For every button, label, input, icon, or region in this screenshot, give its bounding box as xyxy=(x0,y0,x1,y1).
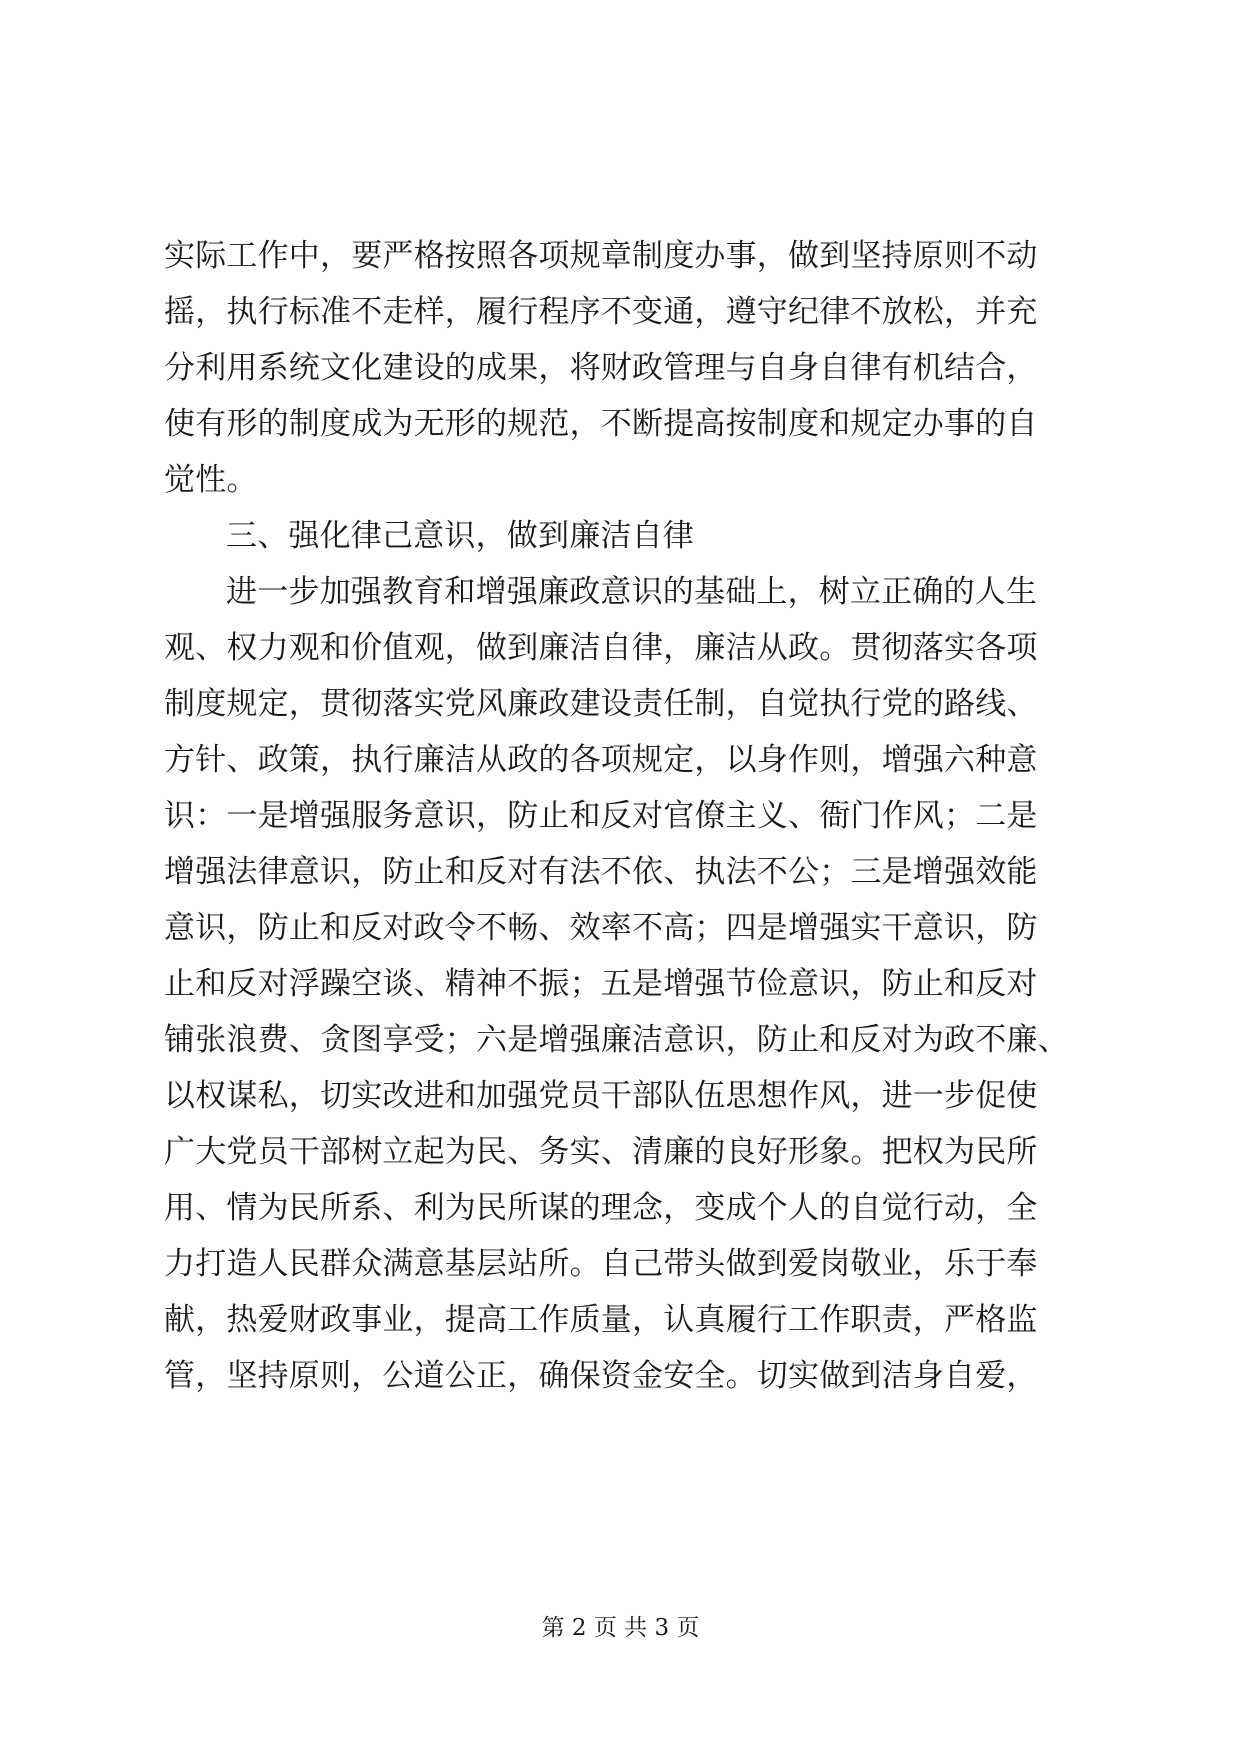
paragraph-line: 观、权力观和价值观，做到廉洁自律，廉洁从政。贯彻落实各项 xyxy=(164,630,1038,666)
paragraph-line: 制度规定，贯彻落实党风廉政建设责任制，自觉执行党的路线、 xyxy=(164,686,1038,722)
paragraph-line: 方针、政策，执行廉洁从政的各项规定，以身作则，增强六种意 xyxy=(164,742,1038,778)
paragraph-line: 摇，执行标准不走样，履行程序不变通，遵守纪律不放松，并充 xyxy=(164,294,1038,330)
paragraph-line: 铺张浪费、贪图享受；六是增强廉洁意识，防止和反对为政不廉、 xyxy=(164,1022,1069,1058)
paragraph-line: 管，坚持原则，公道公正，确保资金安全。切实做到洁身自爱， xyxy=(164,1358,1038,1394)
paragraph-line: 增强法律意识，防止和反对有法不依、执法不公；三是增强效能 xyxy=(164,854,1038,890)
paragraph-line: 力打造人民群众满意基层站所。自己带头做到爱岗敬业，乐于奉 xyxy=(164,1246,1038,1282)
paragraph-line: 识：一是增强服务意识，防止和反对官僚主义、衙门作风；二是 xyxy=(164,798,1038,834)
paragraph-line: 止和反对浮躁空谈、精神不振；五是增强节俭意识，防止和反对 xyxy=(164,966,1038,1002)
paragraph-line: 献，热爱财政事业，提高工作质量，认真履行工作职责，严格监 xyxy=(164,1302,1038,1338)
paragraph-line: 以权谋私，切实改进和加强党员干部队伍思想作风，进一步促使 xyxy=(164,1078,1038,1114)
section-heading: 三、强化律己意识，做到廉洁自律 xyxy=(226,518,694,554)
paragraph-line: 使有形的制度成为无形的规范，不断提高按制度和规定办事的自 xyxy=(164,406,1038,442)
body-text xyxy=(164,228,1084,1404)
paragraph-line: 实际工作中，要严格按照各项规章制度办事，做到坚持原则不动 xyxy=(164,238,1038,274)
paragraph-line: 意识，防止和反对政令不畅、效率不高；四是增强实干意识，防 xyxy=(164,910,1038,946)
paragraph-line: 广大党员干部树立起为民、务实、清廉的良好形象。把权为民所 xyxy=(164,1134,1038,1170)
paragraph-line: 用、情为民所系、利为民所谋的理念，变成个人的自觉行动，全 xyxy=(164,1190,1038,1226)
page-number-footer: 第 2 页 共 3 页 xyxy=(541,1615,700,1641)
paragraph-line: 进一步加强教育和增强廉政意识的基础上，树立正确的人生 xyxy=(226,574,1038,610)
paragraph-line: 分利用系统文化建设的成果，将财政管理与自身自律有机结合， xyxy=(164,350,1038,386)
paragraph-line: 觉性。 xyxy=(164,462,258,498)
